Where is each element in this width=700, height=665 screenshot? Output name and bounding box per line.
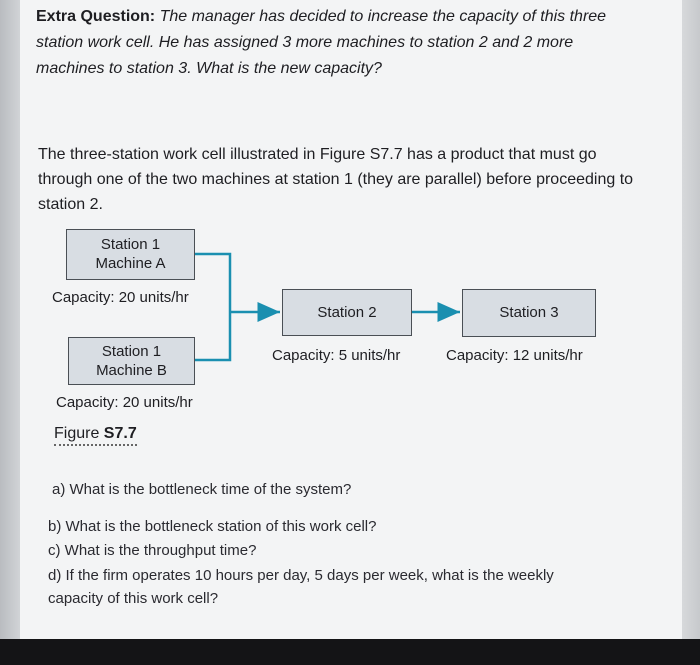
machine-a-line2: Machine A bbox=[95, 255, 166, 272]
machine-b-line1: Station 1 bbox=[101, 343, 162, 360]
screen-bottom-bezel bbox=[0, 639, 700, 665]
extra-question-label: Extra Question: bbox=[36, 8, 156, 25]
question-b: b) What is the bottleneck station of this work cell? bbox=[48, 518, 377, 535]
station3-box bbox=[462, 289, 596, 337]
question-a: a) What is the bottleneck time of the system? bbox=[52, 481, 352, 498]
figure-caption-number: S7.7 bbox=[103, 425, 137, 442]
figure-caption bbox=[54, 425, 137, 446]
question-c: c) What is the throughput time? bbox=[48, 542, 257, 559]
connector-machine-a bbox=[195, 254, 230, 312]
machine-b-capacity: Capacity: 20 units/hr bbox=[56, 394, 193, 411]
question-d-line1: d) If the firm operates 10 hours per day, 5 days per week, what is the weekly bbox=[48, 567, 554, 584]
station1-machine-a-box bbox=[66, 229, 195, 280]
machine-a-capacity: Capacity: 20 units/hr bbox=[52, 289, 189, 306]
problem-intro: The three-station work cell illustrated in Figure S7.7 has a product that must go through one of the two machines at station 1 (they are parallel) before proceeding to station 2. bbox=[38, 146, 634, 213]
station2-label: Station 2 bbox=[317, 304, 377, 321]
station2-capacity: Capacity: 5 units/hr bbox=[272, 347, 401, 364]
figure-caption-prefix: Figure bbox=[54, 425, 104, 442]
question-d-line2: capacity of this work cell? bbox=[48, 590, 219, 607]
connector-machine-b bbox=[195, 312, 230, 360]
extra-question-body: The manager has decided to increase the capacity of this three station work cell. He has assigned 3 more machines to station 2 and 2 more machines to station 3. What is the new capacity? bbox=[36, 8, 607, 77]
station2-box bbox=[282, 289, 412, 336]
machine-b-line2: Machine B bbox=[96, 362, 167, 379]
station1-machine-b-box bbox=[68, 337, 195, 385]
station3-label: Station 3 bbox=[499, 304, 559, 321]
station3-capacity: Capacity: 12 units/hr bbox=[446, 347, 583, 364]
machine-a-line1: Station 1 bbox=[100, 236, 161, 253]
